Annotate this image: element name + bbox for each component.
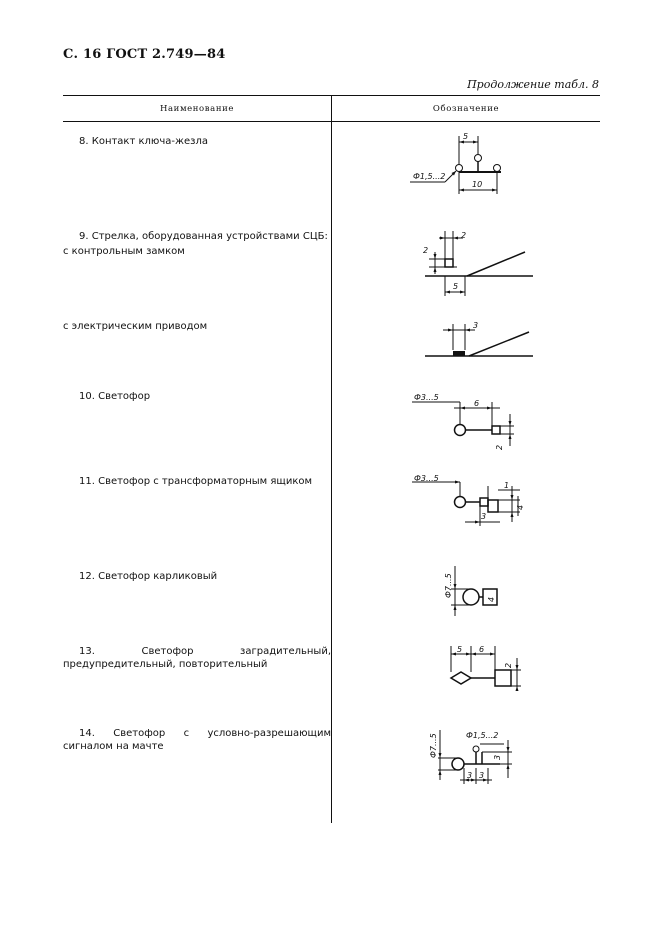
dim-label: 3: [473, 321, 479, 330]
symbol-signal: [410, 390, 520, 452]
dim-label: Ф1,5...2: [413, 172, 446, 181]
dim-label: 6: [479, 645, 485, 654]
dim-label: 10: [472, 180, 483, 189]
row-name-13: 13. Светофор заградительный, предупредительный, повторительный: [63, 646, 331, 670]
dim-label: 2: [423, 246, 429, 255]
dim-label: 5: [457, 645, 463, 654]
column-header-name: Наименование: [160, 104, 234, 114]
dim-label: 6: [474, 399, 480, 408]
dim-label: 5: [463, 132, 469, 141]
symbol-barrier-signal: [437, 640, 527, 692]
row-name-14: 14. Светофор с условно-разрешающим сигналом на мачте: [63, 728, 331, 752]
table-column-divider: [331, 95, 332, 823]
row-name-9: 9. Стрелка, оборудованная устройствами СЦБ:: [79, 231, 328, 242]
column-header-symbol: Обозначение: [432, 104, 500, 114]
row-name-9b: с электрическим приводом: [63, 321, 208, 332]
dim-label: Ф3...5: [414, 393, 439, 402]
symbol-conditional-signal: [424, 724, 524, 788]
dim-label: 3: [481, 512, 487, 521]
dim-label: 4: [516, 504, 525, 510]
dim-label: 5: [453, 282, 459, 291]
page-header: С. 16 ГОСТ 2.749—84: [63, 47, 226, 62]
row-name-10: 10. Светофор: [79, 391, 151, 402]
dim-label: 3: [479, 771, 485, 780]
row-name-11: 11. Светофор с трансформаторным ящиком: [79, 476, 313, 487]
symbol-key-staff-contact: [405, 128, 515, 196]
dim-label: 3: [493, 754, 502, 760]
row-name-9-sub: с контрольным замком: [63, 246, 185, 257]
symbol-signal-transformer-box: [410, 472, 530, 532]
dim-label: 2: [504, 662, 513, 668]
dim-label: 4: [487, 596, 496, 602]
dim-label: Ф7...5: [429, 733, 438, 758]
dim-label: 2: [495, 444, 504, 450]
dim-label: Ф3...5: [414, 474, 439, 483]
row-name-8: 8. Контакт ключа-жезла: [79, 136, 208, 147]
symbol-dwarf-signal: [437, 560, 517, 620]
symbol-switch-control-lock: [417, 226, 537, 298]
dim-label: 1: [504, 481, 510, 490]
symbol-switch-electric-drive: [417, 316, 537, 362]
dim-label: 3: [467, 771, 473, 780]
continuation-label: Продолжение табл. 8: [467, 78, 599, 91]
dim-label: Ф1,5...2: [466, 731, 499, 740]
dim-label: Ф7...5: [444, 573, 453, 598]
dim-label: 2: [461, 231, 467, 240]
row-name-12: 12. Светофор карликовый: [79, 571, 218, 582]
